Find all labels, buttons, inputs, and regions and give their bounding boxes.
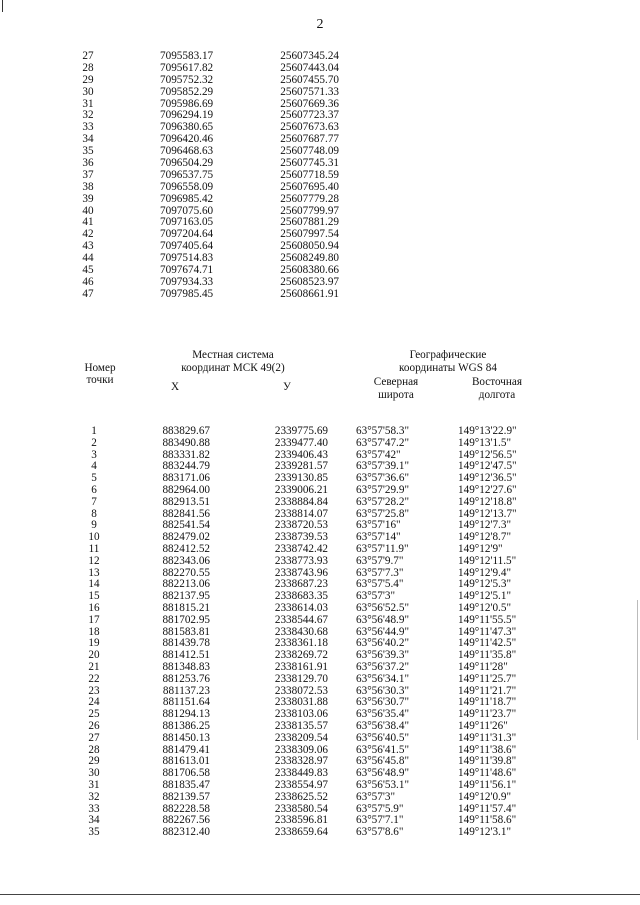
coord-x: 881702.95 [162, 613, 210, 626]
coord-x: 881137.23 [162, 684, 210, 697]
coord-x: 881439.78 [162, 637, 210, 650]
latitude: 63°56'45.8" [356, 755, 410, 768]
coord-y: 2338580.54 [274, 802, 328, 815]
point-number: 43 [82, 240, 94, 253]
coord-y: 2338743.96 [274, 566, 328, 579]
coord-x: 881613.01 [162, 755, 210, 768]
point-number: 31 [82, 97, 94, 110]
coord-x: 881151.64 [162, 696, 210, 709]
longitude: 149°12'0.5" [458, 601, 512, 614]
latitude: 63°57'14" [356, 531, 401, 544]
coord-x: 7097075.60 [160, 204, 214, 217]
coord-y: 25607345.24 [280, 50, 339, 62]
point-number: 27 [82, 50, 94, 62]
point-number: 34 [88, 814, 100, 827]
latitude: 63°57'42" [356, 448, 401, 461]
coord-x: 7095617.82 [160, 61, 214, 74]
coord-y: 25607748.09 [280, 145, 339, 158]
coord-x: 881412.51 [162, 649, 210, 662]
point-number: 27 [88, 731, 100, 744]
point-number: 25 [88, 708, 100, 721]
coord-x: 881479.41 [162, 743, 210, 756]
point-number: 30 [82, 85, 94, 98]
coord-y: 2339775.69 [274, 425, 328, 437]
latitude: 63°57'5.9" [356, 802, 404, 815]
latitude: 63°56'30.7" [356, 696, 410, 709]
latitude: 63°57'47.2" [356, 436, 410, 449]
table-row [0, 63, 640, 75]
coord-x: 882213.06 [162, 578, 210, 591]
coord-x: 883171.06 [162, 472, 210, 485]
longitude: 149°12'18.8" [458, 495, 517, 508]
coord-x: 883244.79 [162, 460, 210, 473]
coord-x: 881348.83 [162, 660, 210, 673]
point-number: 3 [91, 448, 97, 461]
coord-y: 25607443.04 [280, 61, 339, 74]
coord-x: 7096468.63 [160, 145, 214, 158]
point-number: 33 [88, 802, 100, 815]
latitude: 63°57'39.1" [356, 460, 410, 473]
longitude: 149°12'5.3" [458, 578, 512, 591]
point-number: 37 [82, 168, 94, 181]
longitude: 149°12'11.5" [458, 554, 517, 567]
coord-x: 7097163.05 [160, 216, 214, 229]
coord-y: 2338683.35 [274, 590, 328, 603]
table-row [0, 792, 640, 804]
point-number: 28 [82, 61, 94, 74]
coord-x: 882312.40 [162, 826, 210, 839]
point-number: 7 [91, 495, 97, 508]
latitude: 63°57'3" [356, 790, 396, 803]
longitude: 149°13'1.5" [458, 436, 512, 449]
longitude: 149°11'23.7" [458, 708, 517, 721]
longitude: 149°11'21.7" [458, 684, 517, 697]
coord-y: 2338161.91 [274, 660, 328, 673]
header-number-line1: Номер [84, 362, 116, 374]
coord-x: 7097405.64 [160, 240, 214, 253]
table-row [0, 75, 640, 87]
coord-y: 2338135.57 [274, 719, 328, 732]
coord-x: 7095583.17 [160, 50, 214, 62]
coord-y: 2338687.23 [274, 578, 328, 591]
latitude: 63°56'35.4" [356, 708, 410, 721]
point-number: 6 [91, 483, 97, 496]
coord-x: 7097204.64 [160, 228, 214, 241]
coord-y: 2338449.83 [274, 767, 328, 780]
point-number: 31 [88, 778, 100, 791]
point-number: 21 [88, 660, 100, 673]
point-number: 36 [82, 157, 94, 170]
longitude: 149°12'9.4" [458, 566, 512, 579]
coord-y: 25607745.31 [280, 157, 339, 170]
coord-x: 7095852.29 [160, 85, 214, 98]
longitude: 149°12'47.5" [458, 460, 517, 473]
coord-y: 25607997.54 [280, 228, 339, 241]
point-number: 14 [88, 578, 100, 591]
latitude: 63°56'48.9" [356, 767, 410, 780]
header-number-line2: точки [86, 374, 114, 386]
point-number: 32 [88, 790, 100, 803]
longitude: 149°11'38.6" [458, 743, 517, 756]
point-number: 30 [88, 767, 100, 780]
coord-y: 2338103.06 [274, 708, 328, 721]
point-number: 11 [88, 542, 100, 555]
coord-x: 883829.67 [162, 425, 210, 437]
coord-x: 7096504.29 [160, 157, 214, 170]
latitude: 63°56'30.3" [356, 684, 410, 697]
coord-y: 25608523.97 [280, 275, 339, 288]
table-row [0, 733, 640, 745]
coord-x: 881294.13 [162, 708, 210, 721]
point-number: 42 [82, 228, 94, 241]
point-number: 28 [88, 743, 100, 756]
header-geo-line1: Географические [409, 349, 487, 361]
point-number: 18 [88, 625, 100, 638]
coord-x: 7095986.69 [160, 97, 214, 110]
latitude: 63°56'40.5" [356, 731, 410, 744]
latitude: 63°57'7.1" [356, 814, 404, 827]
longitude: 149°11'25.7" [458, 672, 517, 685]
longitude: 149°11'48.6" [458, 767, 517, 780]
longitude: 149°11'35.8" [458, 649, 517, 662]
coord-x: 7096380.65 [160, 121, 214, 134]
scan-right-edge [637, 600, 638, 740]
coord-y: 2338625.52 [274, 790, 328, 803]
longitude: 149°12'0.9" [458, 790, 512, 803]
table-row [0, 827, 640, 839]
point-number: 10 [88, 531, 100, 544]
coord-x: 881815.21 [162, 601, 210, 614]
latitude: 63°56'53.1" [356, 778, 410, 791]
coord-x: 882479.02 [162, 531, 210, 544]
coord-x: 881386.25 [162, 719, 210, 732]
longitude: 149°12'3.1" [458, 826, 512, 839]
coord-y: 25607718.59 [280, 168, 339, 181]
coord-y: 25607723.37 [280, 109, 339, 122]
point-number: 13 [88, 566, 100, 579]
table-row [0, 615, 640, 627]
point-number: 29 [82, 73, 94, 86]
coord-x: 7097934.33 [160, 275, 214, 288]
coord-x: 882228.58 [162, 802, 210, 815]
longitude: 149°12'5.1" [458, 590, 512, 603]
coord-y: 2338129.70 [274, 672, 328, 685]
coord-y: 25607799.97 [280, 204, 339, 217]
longitude: 149°12'56.5" [458, 448, 517, 461]
coord-x: 7095752.32 [160, 73, 214, 86]
header-local-system-line2: координат МСК 49(2) [181, 362, 285, 374]
coord-y: 25607673.63 [280, 121, 339, 134]
latitude: 63°57'29.9" [356, 483, 410, 496]
coord-y: 2338814.07 [274, 507, 328, 520]
coord-x: 881706.58 [162, 767, 210, 780]
coord-x: 7097514.83 [160, 252, 214, 265]
point-number: 5 [91, 472, 97, 485]
point-number: 41 [82, 216, 94, 229]
latitude: 63°56'40.2" [356, 637, 410, 650]
coord-x: 882270.55 [162, 566, 210, 579]
coord-y: 25608050.94 [280, 240, 339, 253]
coord-y: 2338596.81 [274, 814, 328, 827]
coord-x: 881835.47 [162, 778, 210, 791]
coord-y: 2338430.68 [274, 625, 328, 638]
longitude: 149°11'39.8" [458, 755, 517, 768]
coord-x: 883331.82 [162, 448, 210, 461]
coord-x: 881450.13 [162, 731, 210, 744]
point-number: 12 [88, 554, 100, 567]
longitude: 149°12'36.5" [458, 472, 517, 485]
table-row [0, 721, 640, 733]
coord-y: 2338742.42 [274, 542, 328, 555]
latitude: 63°57'11.9" [356, 542, 409, 555]
coord-x: 7097674.71 [160, 264, 214, 277]
coord-y: 2338269.72 [274, 649, 328, 662]
longitude: 149°11'57.4" [458, 802, 517, 815]
longitude: 149°12'27.6" [458, 483, 517, 496]
coord-y: 25607779.28 [280, 192, 339, 205]
coord-y: 25607687.77 [280, 133, 339, 146]
scan-edge-mark [2, 0, 3, 12]
latitude: 63°57'8.6" [356, 826, 404, 839]
coord-x: 882541.54 [162, 519, 210, 532]
latitude: 63°57'16" [356, 519, 401, 532]
coord-y: 2339130.85 [274, 472, 328, 485]
longitude: 149°12'13.7" [458, 507, 517, 520]
coord-x: 882137.95 [162, 590, 210, 603]
point-number: 40 [82, 204, 94, 217]
longitude: 149°11'28" [458, 660, 508, 673]
coord-y: 2338072.53 [274, 684, 328, 697]
coord-x: 882964.00 [162, 483, 210, 496]
point-number: 26 [88, 719, 100, 732]
point-number: 9 [91, 519, 97, 532]
latitude: 63°56'34.1" [356, 672, 410, 685]
table-row [0, 603, 640, 615]
latitude: 63°56'48.9" [356, 613, 410, 626]
header-lon-line2: долгота [478, 389, 516, 401]
longitude: 149°11'58.6" [458, 814, 517, 827]
latitude: 63°56'44.9" [356, 625, 410, 638]
longitude: 149°12'7.3" [458, 519, 512, 532]
latitude: 63°56'52.5" [356, 601, 410, 614]
coord-y: 25607881.29 [280, 216, 339, 229]
coord-y: 2338309.06 [274, 743, 328, 756]
coord-y: 2338544.67 [274, 613, 328, 626]
latitude: 63°57'58.3" [356, 425, 410, 437]
point-number: 44 [82, 252, 94, 265]
point-number: 38 [82, 180, 94, 193]
coord-x: 883490.88 [162, 436, 210, 449]
coord-x: 882841.56 [162, 507, 210, 520]
point-number: 24 [88, 696, 100, 709]
coordinates-table-wgs84 [0, 426, 640, 839]
coord-y: 2338614.03 [274, 601, 328, 614]
point-number: 8 [91, 507, 97, 520]
coord-y: 25607571.33 [280, 85, 339, 98]
coord-y: 2339406.43 [274, 448, 328, 461]
table-row [0, 662, 640, 674]
point-number: 35 [88, 826, 100, 839]
coord-y: 25608661.91 [280, 287, 339, 300]
table-row [0, 170, 640, 182]
coord-x: 882913.51 [162, 495, 210, 508]
point-number: 1 [91, 425, 97, 437]
longitude: 149°11'26" [458, 719, 508, 732]
longitude: 149°11'55.5" [458, 613, 517, 626]
header-lat-line2: широта [378, 389, 414, 401]
coord-x: 7097985.45 [160, 287, 214, 300]
table-row [0, 289, 640, 301]
table-row [0, 544, 640, 556]
coord-y: 25607669.36 [280, 97, 339, 110]
page-number: 2 [316, 17, 324, 32]
coord-x: 882412.52 [162, 542, 210, 555]
point-number: 17 [88, 613, 100, 626]
point-number: 16 [88, 601, 100, 614]
latitude: 63°56'41.5" [356, 743, 410, 756]
table-row [0, 485, 640, 497]
longitude: 149°11'47.3" [458, 625, 517, 638]
table-row [0, 556, 640, 568]
coord-x: 7096294.19 [160, 109, 214, 122]
coord-x: 882343.06 [162, 554, 210, 567]
point-number: 34 [82, 133, 94, 146]
coord-y: 25607695.40 [280, 180, 339, 193]
latitude: 63°57'28.2" [356, 495, 410, 508]
coord-x: 7096558.09 [160, 180, 214, 193]
point-number: 22 [88, 672, 100, 685]
latitude: 63°57'5.4" [356, 578, 404, 591]
header-col-x: Х [170, 381, 180, 393]
coord-x: 7096420.46 [160, 133, 214, 146]
coord-y: 2338554.97 [274, 778, 328, 791]
table-row [0, 194, 640, 206]
longitude: 149°12'8.7" [458, 531, 512, 544]
latitude: 63°56'39.3" [356, 649, 410, 662]
header-local-system-line1: Местная система [192, 349, 274, 361]
coord-y: 2338328.97 [274, 755, 328, 768]
latitude: 63°57'36.6" [356, 472, 410, 485]
point-number: 15 [88, 590, 100, 603]
longitude: 149°13'22.9" [458, 425, 517, 437]
header-lon-line1: Восточная [471, 376, 523, 388]
coord-y: 2338720.53 [274, 519, 328, 532]
point-number: 32 [82, 109, 94, 122]
table-row [0, 182, 640, 194]
point-number: 4 [91, 460, 97, 473]
coord-y: 2338884.84 [274, 495, 328, 508]
point-number: 46 [82, 275, 94, 288]
longitude: 149°12'9" [458, 542, 503, 555]
table-row [0, 497, 640, 509]
header-lat-line1: Северная [373, 376, 419, 388]
latitude: 63°57'7.3" [356, 566, 404, 579]
longitude: 149°11'18.7" [458, 696, 517, 709]
point-number: 20 [88, 649, 100, 662]
coord-y: 2339006.21 [274, 483, 328, 496]
coordinates-table-continued [0, 51, 640, 301]
coord-y: 2339477.40 [274, 436, 328, 449]
latitude: 63°56'37.2" [356, 660, 410, 673]
coord-y: 2338361.18 [274, 637, 328, 650]
header-col-y: У [283, 381, 291, 393]
coord-y: 25608249.80 [280, 252, 339, 265]
coord-y: 2338659.64 [274, 826, 328, 839]
point-number: 33 [82, 121, 94, 134]
longitude: 149°11'42.5" [458, 637, 517, 650]
coord-y: 25608380.66 [280, 264, 339, 277]
point-number: 47 [82, 287, 94, 300]
latitude: 63°56'38.4" [356, 719, 410, 732]
point-number: 23 [88, 684, 100, 697]
footer-rule [0, 894, 640, 895]
longitude: 149°11'56.1" [458, 778, 517, 791]
latitude: 63°57'25.8" [356, 507, 410, 520]
coord-y: 2338739.53 [274, 531, 328, 544]
coord-y: 2339281.57 [274, 460, 328, 473]
coord-y: 2338209.54 [274, 731, 328, 744]
latitude: 63°57'3" [356, 590, 396, 603]
coord-x: 7096985.42 [160, 192, 214, 205]
table-row [0, 438, 640, 450]
point-number: 29 [88, 755, 100, 768]
coord-x: 881253.76 [162, 672, 210, 685]
coord-y: 2338773.93 [274, 554, 328, 567]
table-row [0, 780, 640, 792]
longitude: 149°11'31.3" [458, 731, 517, 744]
table-row [0, 87, 640, 99]
coord-y: 25607455.70 [280, 73, 339, 86]
point-number: 2 [91, 436, 97, 449]
point-number: 39 [82, 192, 94, 205]
header-geo-line2: координаты WGS 84 [399, 362, 497, 374]
coord-x: 881583.81 [162, 625, 210, 638]
coord-x: 7096537.75 [160, 168, 214, 181]
point-number: 19 [88, 637, 100, 650]
coord-y: 2338031.88 [274, 696, 328, 709]
point-number: 45 [82, 264, 94, 277]
point-number: 35 [82, 145, 94, 158]
table-row [0, 674, 640, 686]
coord-x: 882267.56 [162, 814, 210, 827]
latitude: 63°57'9.7" [356, 554, 404, 567]
coord-x: 882139.57 [162, 790, 210, 803]
